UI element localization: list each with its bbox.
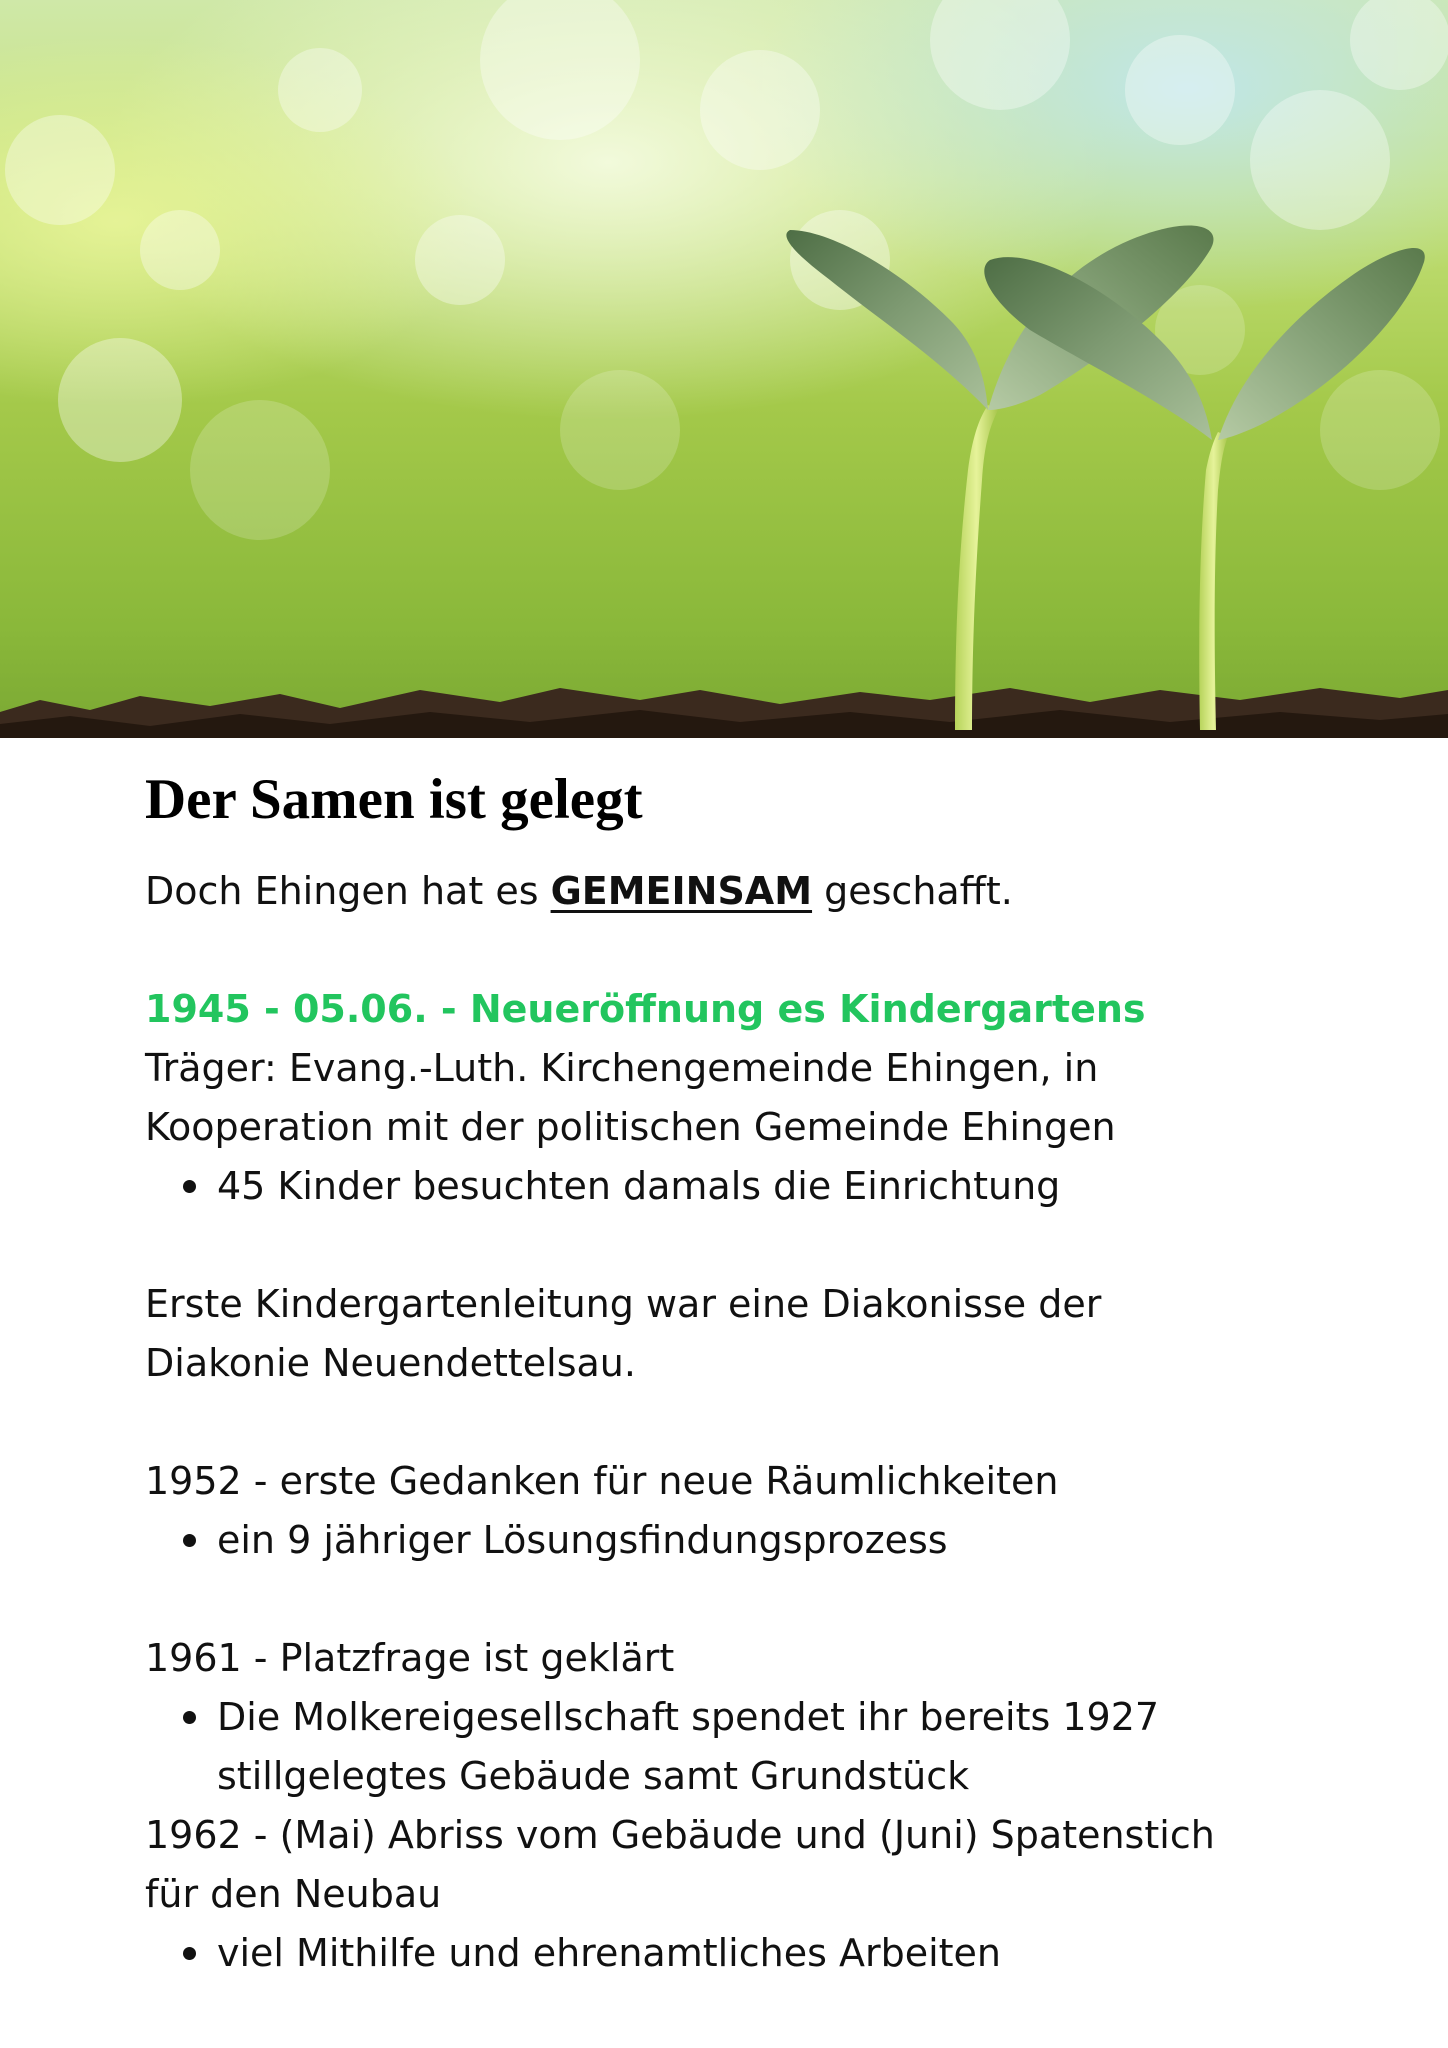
traeger-line-2: Kooperation mit der politischen Gemeinde Ehingen — [145, 1105, 1116, 1149]
hero-image-seedlings — [0, 0, 1448, 738]
bullet-list-1945 — [145, 1157, 1345, 1216]
list-item — [145, 1157, 1345, 1216]
list-item — [145, 1924, 1345, 1983]
bullet-icon — [183, 1180, 196, 1193]
content-section — [145, 762, 1345, 1983]
year-1962-line-1: 1962 - (Mai) Abriss vom Gebäude und (Juni) Spatenstich — [145, 1813, 1215, 1857]
spacer — [145, 1570, 1345, 1629]
spacer — [145, 921, 1345, 980]
intro-text-after: geschafft. — [812, 869, 1013, 913]
list-item — [145, 1511, 1345, 1570]
year-1961: 1961 - Platzfrage ist geklärt — [145, 1636, 675, 1680]
year-1952: 1952 - erste Gedanken für neue Räumlichkeiten — [145, 1459, 1059, 1503]
leitung-line-2: Diakonie Neuendettelsau. — [145, 1341, 636, 1385]
bullet-list-1962 — [145, 1924, 1345, 1983]
highlight-1945: 1945 - 05.06. - Neueröffnung es Kindergartens — [145, 987, 1146, 1031]
page-title: Der Samen ist gelegt — [145, 768, 643, 831]
bullet-icon — [183, 1947, 196, 1960]
intro-emphasis: GEMEINSAM — [550, 869, 813, 913]
list-item-continuation — [145, 1747, 1345, 1806]
bullet-icon — [183, 1534, 196, 1547]
bullet-icon — [183, 1711, 196, 1724]
spacer — [145, 1216, 1345, 1275]
spacer — [145, 1393, 1345, 1452]
list-item-text: viel Mithilfe und ehrenamtliches Arbeiten — [217, 1931, 1002, 1975]
intro-paragraph — [145, 862, 1345, 921]
leitung-line-1: Erste Kindergartenleitung war eine Diakonisse der — [145, 1282, 1102, 1326]
year-1962-line-2: für den Neubau — [145, 1872, 442, 1916]
list-item-text: stillgelegtes Gebäude samt Grundstück — [217, 1754, 970, 1798]
traeger-line-1: Träger: Evang.-Luth. Kirchengemeinde Ehingen, in — [145, 1046, 1099, 1090]
bullet-list-1961 — [145, 1688, 1345, 1806]
bullet-list-1952 — [145, 1511, 1345, 1570]
list-item-text: Die Molkereigesellschaft spendet ihr bereits 1927 — [217, 1695, 1160, 1739]
list-item — [145, 1688, 1345, 1747]
list-item-text: 45 Kinder besuchten damals die Einrichtung — [217, 1164, 1061, 1208]
list-item-text: ein 9 jähriger Lösungsfindungsprozess — [217, 1518, 948, 1562]
intro-text-before: Doch Ehingen hat es — [145, 869, 551, 913]
